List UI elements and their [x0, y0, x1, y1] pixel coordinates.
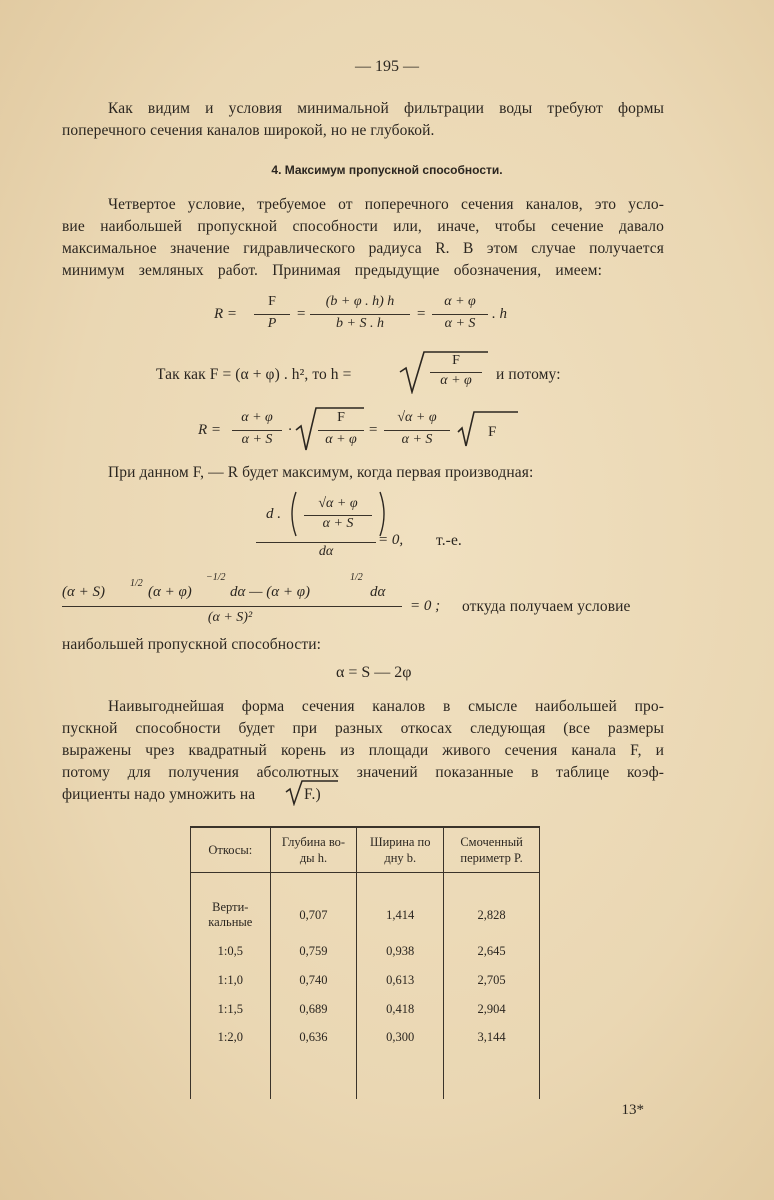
formula3-tail: F — [488, 424, 497, 440]
formula3-dot: · — [288, 422, 292, 438]
para2-last-sqrt: F.) — [304, 786, 321, 803]
formula4-eq: = 0, — [378, 532, 404, 548]
formula5-eq: = 0 ; — [410, 598, 441, 614]
formula3-rad-bot: α + φ — [325, 432, 357, 447]
table-row — [191, 966, 540, 995]
formula1-f1-top: F — [268, 294, 276, 309]
table-header-width-line2: дну b. — [384, 851, 417, 865]
formula3-rad-bar — [318, 430, 364, 431]
table-cell-label — [191, 873, 271, 938]
table-header-perimeter — [444, 827, 540, 873]
table-cell-p: 3,144 — [444, 1024, 540, 1070]
formula2-rad-top: F — [452, 353, 460, 368]
table-row — [191, 995, 540, 1024]
table-header-width-line1: Ширина по — [369, 835, 431, 849]
formula1-f3-top: α + φ — [444, 294, 476, 309]
table-cell-h: 0,636 — [270, 1024, 357, 1070]
table-cell-h: 0,759 — [270, 937, 357, 966]
sentence-derivative: При данном F, — R будет максимум, когда первая производная: — [108, 464, 534, 481]
page-number: — 195 — — [355, 58, 419, 75]
table-cell-label: 1:1,5 — [191, 995, 271, 1024]
formula4-num-prefix: d . — [266, 506, 281, 522]
formula4-main-bar — [256, 542, 376, 543]
table-cell-label: 1:0,5 — [191, 937, 271, 966]
table-cell-b: 0,300 — [357, 1024, 444, 1070]
formula5-num-part2: (α + φ) — [148, 584, 192, 600]
text-after-formula5: наибольшей пропускной способности: — [62, 636, 322, 653]
formula1-f1-bot: P — [267, 316, 277, 331]
intro-line-2: поперечного сечения каналов широкой, но не глубокой. — [62, 122, 435, 139]
table-row — [191, 1024, 540, 1070]
formula1-f2-top: (b + φ . h) h — [325, 294, 395, 309]
formula5-exp2: 1/2 — [350, 572, 363, 583]
formula3-f1-top: α + φ — [241, 410, 273, 425]
formula5-exp1: −1/2 — [206, 572, 226, 583]
table-header-depth-line1: Глубина во- — [281, 835, 346, 849]
condition-formula: α = S — 2φ — [336, 664, 412, 681]
table-header-width — [357, 827, 444, 873]
formula4-note: т.-е. — [436, 532, 462, 549]
table-row — [191, 873, 540, 938]
formula5-text-end: откуда получаем условие — [462, 598, 631, 615]
formula3-f2-bar — [384, 430, 450, 431]
table-cell-b: 0,613 — [357, 966, 444, 995]
formula1-tail: . h — [492, 306, 507, 322]
table-cell-p: 2,705 — [444, 966, 540, 995]
formula1-eq: = — [296, 306, 307, 322]
formula4-inner-bot: α + S — [322, 516, 354, 531]
table-cell-p: 2,828 — [444, 873, 540, 938]
table-header-depth-line2: ды h. — [299, 851, 328, 865]
formula4-inner-top: √α + φ — [318, 496, 358, 511]
formula1-lhs: R = — [214, 306, 238, 322]
table-header-perimeter-line1: Смоченный — [460, 835, 523, 849]
formula3-f1-bar — [232, 430, 282, 431]
formula5-half1: 1/2 — [130, 578, 143, 589]
table-cell-label: 1:1,0 — [191, 966, 271, 995]
para2-line-3: выражены чрез квадратный корень из площади живого сечения канала F, и — [62, 742, 664, 759]
table-cell-h: 0,689 — [270, 995, 357, 1024]
formula3-lhs: R = — [198, 422, 222, 438]
section-heading: 4. Максимум пропускной способности. — [271, 163, 503, 177]
formula1-f3-bar — [432, 314, 488, 315]
row-label-line1: Верти- — [212, 900, 249, 914]
formula1-f3-bot: α + S — [444, 316, 476, 331]
table-cell-p: 2,645 — [444, 937, 540, 966]
table-cell-b: 0,938 — [357, 937, 444, 966]
table-header-row — [191, 827, 540, 873]
para2-last-line: фициенты надо умножить на — [62, 786, 256, 803]
formula5-num-part3: dα — (α + φ) — [230, 584, 310, 600]
para2-line-4: потому для получения абсолютных значений показанные в таблице коэф- — [62, 764, 664, 781]
table-header-slopes-text: Откосы: — [208, 843, 253, 857]
table-cell-p: 2,904 — [444, 995, 540, 1024]
coefficients-table — [190, 826, 540, 1099]
table-cell-label: 1:2,0 — [191, 1024, 271, 1070]
formula1-f2-bot: b + S . h — [336, 316, 384, 331]
formula3-f2-top: √α + φ — [397, 410, 437, 425]
table-cell-h: 0,740 — [270, 966, 357, 995]
para1-line-4: минимум земляных работ. Принимая предыдущие обозначения, имеем: — [62, 262, 602, 279]
para2-line-2: пускной способности будет при разных откосах следующая (все размеры — [62, 720, 664, 737]
formula5-num-part4: dα — [370, 584, 386, 600]
table-row — [191, 937, 540, 966]
table-spacer-row — [191, 1070, 540, 1099]
table-header-slopes — [191, 827, 271, 873]
formula1-eq2: = — [416, 306, 427, 322]
formula5-num-part1: (α + S) — [62, 584, 105, 600]
intro-line-1: Как видим и условия минимальной фильтрации воды требуют формы — [108, 100, 664, 117]
formula3-rad-top: F — [337, 410, 345, 425]
formula3-f1-bot: α + S — [241, 432, 273, 447]
formula1-f2-bar — [310, 314, 410, 315]
formula3-eq: = — [368, 422, 379, 438]
table-header-perimeter-line2: периметр P. — [460, 851, 523, 865]
formula2-text-start: Так как F = (α + φ) . h², то h = — [156, 366, 352, 383]
formula5-den: (α + S)² — [207, 610, 253, 625]
para1-line-2: вие наибольшей пропускной способности или, иначе, чтобы сечение давало — [62, 218, 664, 235]
formula2-rad-bot: α + φ — [440, 373, 472, 388]
table-cell-b: 1,414 — [357, 873, 444, 938]
formula3-f2-bot: α + S — [401, 432, 433, 447]
table-header-depth — [270, 827, 357, 873]
para1-line-3: максимальное значение гидравлического радиуса R. В этом случае получается — [62, 240, 664, 257]
formula4-den: dα — [318, 544, 334, 559]
row-label-line2: кальные — [208, 915, 253, 929]
para1-line-1: Четвертое условие, требуемое от поперечного сечения каналов, это усло- — [108, 196, 664, 213]
formula2-text-end: и потому: — [496, 366, 561, 383]
table-cell-b: 0,418 — [357, 995, 444, 1024]
formula1-f1-bar — [254, 314, 290, 315]
signature-mark: 13* — [621, 1102, 644, 1118]
table-cell-h: 0,707 — [270, 873, 357, 938]
para2-line-1: Наивыгоднейшая форма сечения каналов в смысле наибольшей про- — [108, 698, 664, 715]
formula5-main-bar — [62, 606, 402, 607]
